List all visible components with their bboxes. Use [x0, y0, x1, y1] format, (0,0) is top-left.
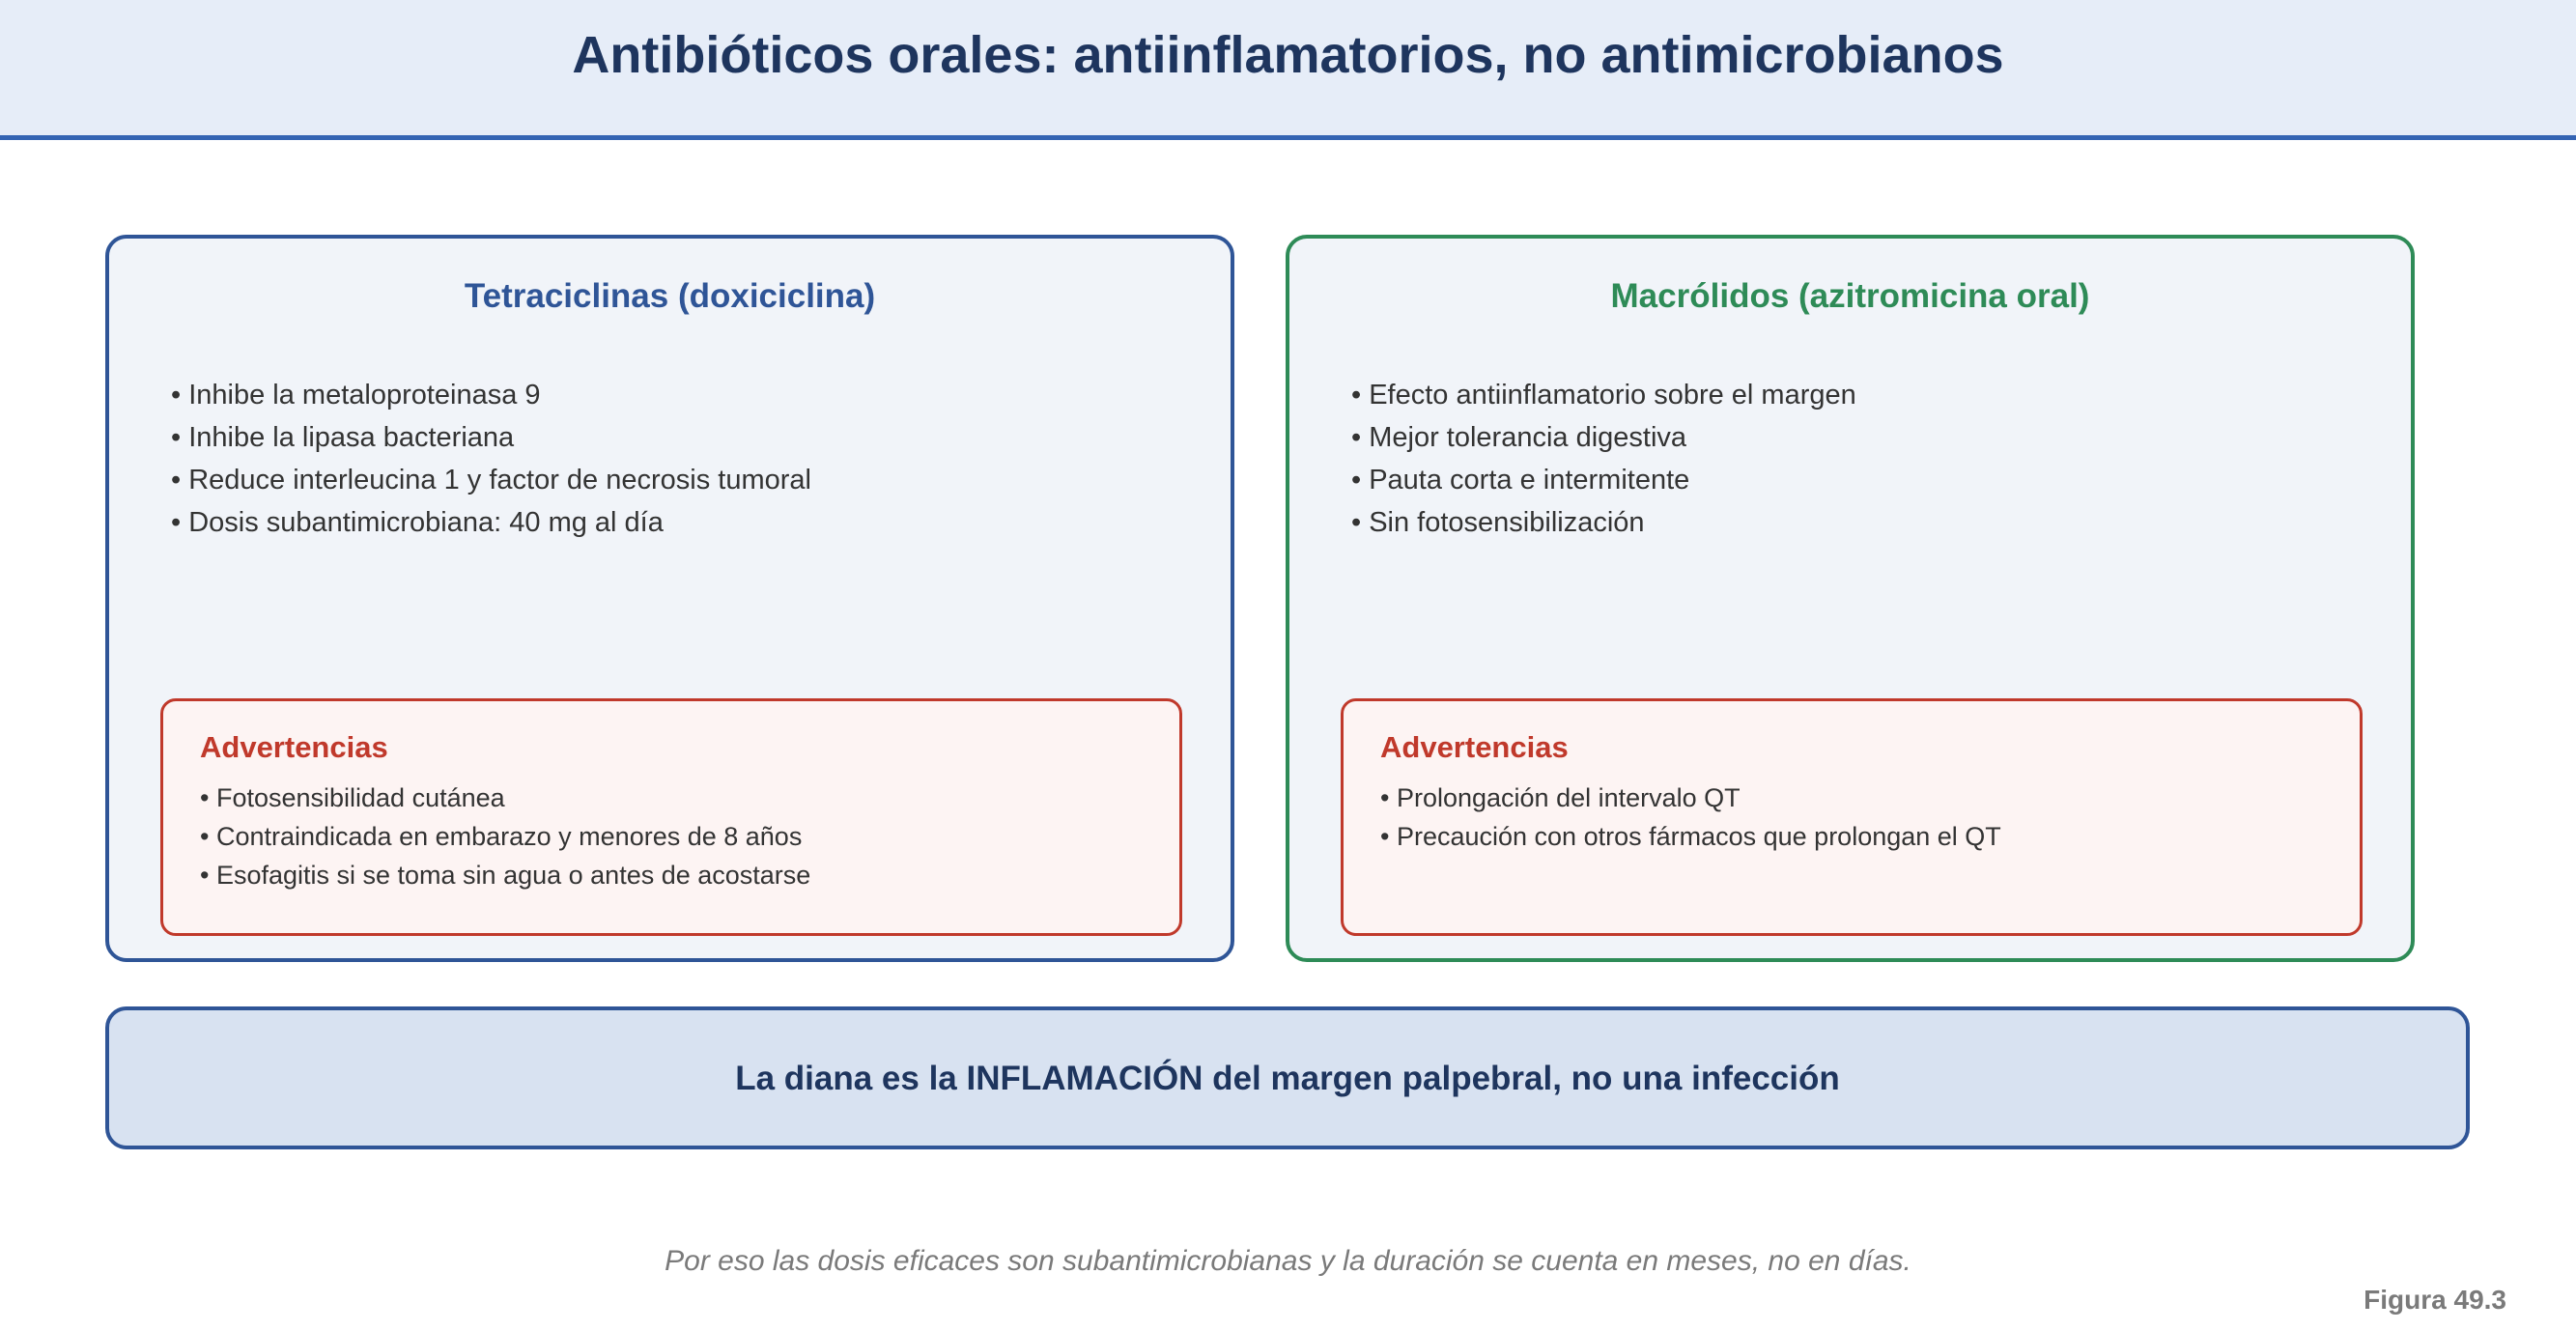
macrolides-panel — [1286, 235, 2415, 962]
list-item: • Esofagitis si se toma sin agua o antes de acostarse — [200, 861, 811, 890]
warnings-box-macrolides — [1341, 698, 2363, 936]
warnings-box-tetracyclines — [160, 698, 1182, 936]
list-item: • Sin fotosensibilización — [1351, 507, 1645, 538]
list-item: • Inhibe la metaloproteinasa 9 — [171, 380, 541, 411]
list-item: • Pauta corta e intermitente — [1351, 465, 1690, 496]
list-item: • Fotosensibilidad cutánea — [200, 783, 505, 812]
warnings-title: Advertencias — [1380, 730, 1569, 764]
warnings-list — [1380, 779, 2001, 856]
list-item: • Contraindicada en embarazo y menores de 8 años — [200, 822, 803, 851]
key-message-text: La diana es la INFLAMACIÓN del margen palpebral, no una infección — [735, 1060, 1840, 1097]
footnote: Por eso las dosis eficaces son subantimicrobianas y la duración se cuenta en meses, no en días. — [665, 1245, 1911, 1277]
panel-title-macrolides: Macrólidos (azitromicina oral) — [1610, 277, 2090, 315]
benefits-list-macrolides — [1351, 374, 1856, 544]
list-item: • Inhibe la lipasa bacteriana — [171, 422, 515, 453]
list-item: • Dosis subantimicrobiana: 40 mg al día — [171, 507, 664, 538]
list-item: • Prolongación del intervalo QT — [1380, 783, 1741, 812]
list-item: • Precaución con otros fármacos que prolongan el QT — [1380, 822, 2001, 851]
warnings-list — [200, 779, 810, 894]
header-bar — [0, 0, 2576, 140]
list-item: • Reduce interleucina 1 y factor de necrosis tumoral — [171, 465, 811, 496]
warnings-title: Advertencias — [200, 730, 388, 764]
tetracyclines-panel — [105, 235, 1234, 962]
list-item: • Mejor tolerancia digestiva — [1351, 422, 1687, 453]
panel-title-tetracyclines: Tetraciclinas (doxiciclina) — [464, 277, 876, 315]
page-title: Antibióticos orales: antiinflamatorios, no antimicrobianos — [572, 26, 2004, 84]
list-item: • Efecto antiinflamatorio sobre el margen — [1351, 380, 1856, 411]
key-message-banner — [105, 1006, 2470, 1149]
figure-label: Figura 49.3 — [2364, 1285, 2506, 1315]
benefits-list-tetracyclines — [171, 374, 811, 544]
